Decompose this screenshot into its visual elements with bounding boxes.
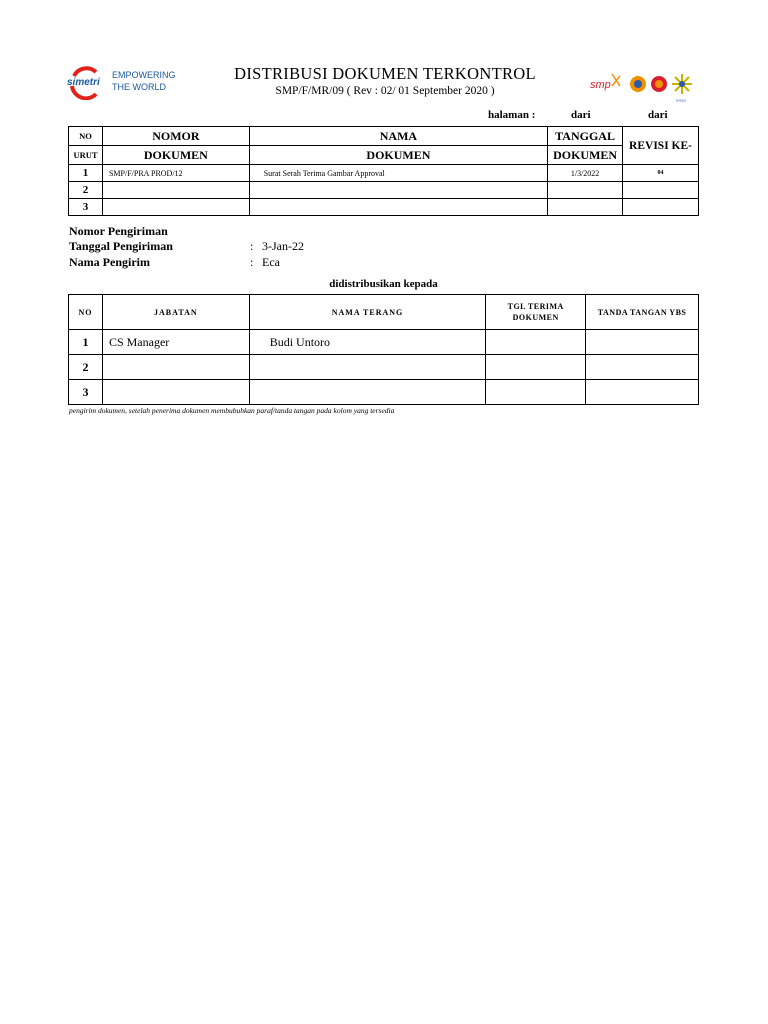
- simetri-logo: [66, 64, 178, 100]
- logo-brand-text: simetri: [67, 77, 100, 88]
- distribution-heading: didistribusikan kepada: [329, 278, 438, 290]
- header-urut: URUT: [69, 146, 103, 165]
- table-row: 1 SMP/F/PRA PROD/12 Surat Serah Terima Gambar Approval 1/3/2022 04: [69, 165, 699, 182]
- document-subtitle: SMP/F/MR/09 ( Rev : 02/ 01 September 2020 ): [275, 85, 495, 97]
- tanggal-separator: :: [250, 239, 254, 253]
- dari-label-1: dari: [571, 109, 591, 121]
- document-title: DISTRIBUSI DOKUMEN TERKONTROL: [234, 64, 536, 83]
- distribution-table: [68, 294, 699, 405]
- certification-logos: [590, 68, 694, 104]
- header-nama-2: DOKUMEN: [249, 146, 547, 165]
- dari-label-2: dari: [648, 109, 668, 121]
- header-tgl-terima: TGL TERIMA DOKUMEN: [486, 295, 586, 330]
- header-nomor: NOMOR: [102, 127, 249, 146]
- header-nama-terang: NAMA TERANG: [249, 295, 486, 330]
- halaman-label: halaman :: [488, 109, 536, 121]
- nomor-pengiriman-label: Nomor Pengiriman: [69, 224, 168, 238]
- table-row: 2: [69, 355, 699, 380]
- footer-note: pengirim dokumen, setelah penerima dokumen membubuhkan paraf/tanda tangan pada kolom yang tersedia: [69, 406, 395, 415]
- nama-pengirim-label: Nama Pengirim: [69, 255, 150, 269]
- header-no: NO: [69, 127, 103, 146]
- header-tanggal-2: DOKUMEN: [548, 146, 623, 165]
- pengirim-separator: :: [250, 255, 254, 269]
- document-table: [68, 126, 699, 216]
- table-row: 2: [69, 182, 699, 199]
- logo-tagline-2: THE WORLD: [112, 82, 166, 92]
- logo-tagline-1: EMPOWERING: [112, 70, 176, 80]
- table-row: 3: [69, 199, 699, 216]
- nama-pengirim-value: Eca: [262, 255, 280, 269]
- table-row: 1 CS Manager Budi Untoro: [69, 330, 699, 355]
- table-row: 3: [69, 380, 699, 405]
- tanggal-pengiriman-label: Tanggal Pengiriman: [69, 239, 173, 253]
- header-jabatan: JABATAN: [102, 295, 249, 330]
- header-revisi: REVISI KE-: [623, 127, 699, 165]
- smp-logo-text: smp: [590, 79, 611, 91]
- header-tanggal: TANGGAL: [548, 127, 623, 146]
- header-nama: NAMA: [249, 127, 547, 146]
- tanggal-pengiriman-value: 3-Jan-22: [262, 239, 304, 253]
- svg-text:S*RS: S*RS: [676, 98, 686, 103]
- header-nomor-2: DOKUMEN: [102, 146, 249, 165]
- header-no: NO: [69, 295, 103, 330]
- header-tanda-tangan: TANDA TANGAN YBS: [586, 295, 699, 330]
